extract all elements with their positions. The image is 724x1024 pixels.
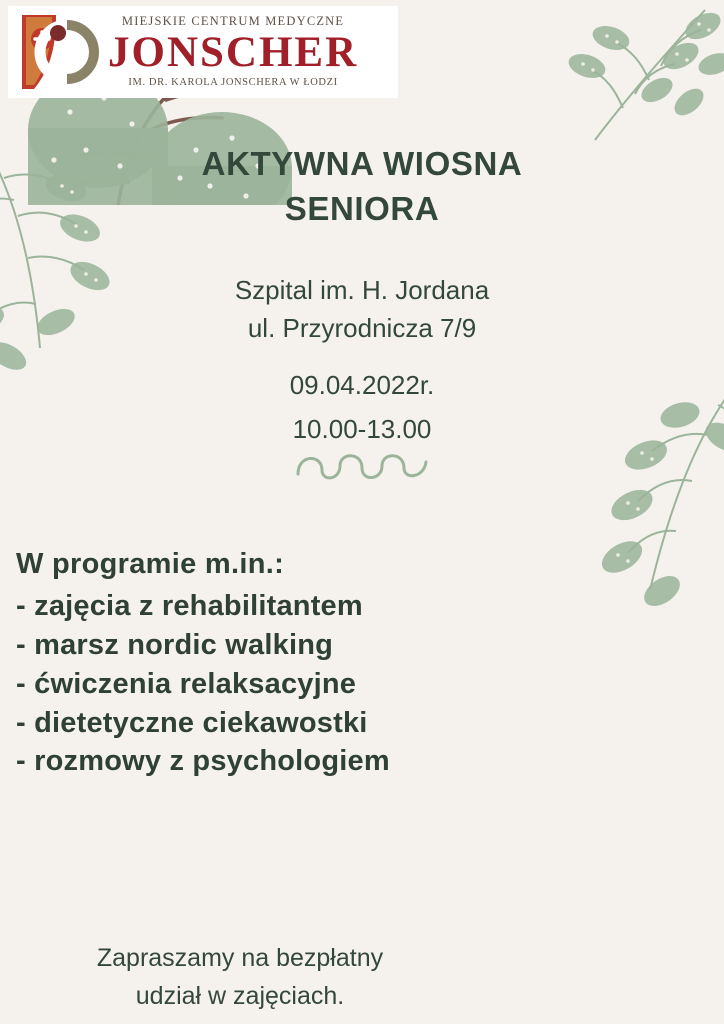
cross-in-ring-logo-icon — [12, 9, 102, 95]
list-item: - rozmowy z psychologiem — [16, 745, 390, 778]
page-title — [0, 142, 724, 231]
page-title-line2: SENIORA — [284, 189, 440, 227]
list-item: - ćwiczenia relaksacyjne — [16, 667, 357, 700]
closing-invitation — [0, 940, 480, 1015]
list-item: - marsz nordic walking — [16, 628, 334, 661]
list-item: - dietetyczne ciekawostki — [16, 706, 368, 739]
hospital-logo — [8, 6, 398, 98]
program-block — [16, 548, 706, 781]
logo-subtitle-top: MIEJSKIE CENTRUM MEDYCZNE — [121, 14, 345, 29]
venue-address: ul. Przyrodnicza 7/9 — [247, 312, 477, 343]
closing-line2: udział w zajęciach. — [135, 981, 345, 1010]
leaf-branch-icon — [565, 0, 724, 150]
logo-name: JONSCHER — [108, 28, 359, 76]
program-title: W programie m.in.: — [16, 548, 285, 580]
list-item: - zajęcia z rehabilitantem — [16, 590, 363, 622]
venue-block — [0, 272, 724, 347]
closing-line1: Zapraszamy na bezpłatny — [96, 944, 384, 972]
logo-subtitle-bottom: IM. DR. KAROLA JONSCHERA W ŁODZI — [128, 77, 338, 89]
squiggle-divider-icon — [292, 448, 432, 482]
page-title-line1: AKTYWNA WIOSNA — [201, 145, 523, 182]
event-hours: 10.00-13.00 — [292, 414, 432, 445]
datetime-block — [0, 363, 724, 451]
event-date: 09.04.2022r. — [289, 370, 435, 400]
venue-name: Szpital im. H. Jordana — [234, 275, 490, 305]
